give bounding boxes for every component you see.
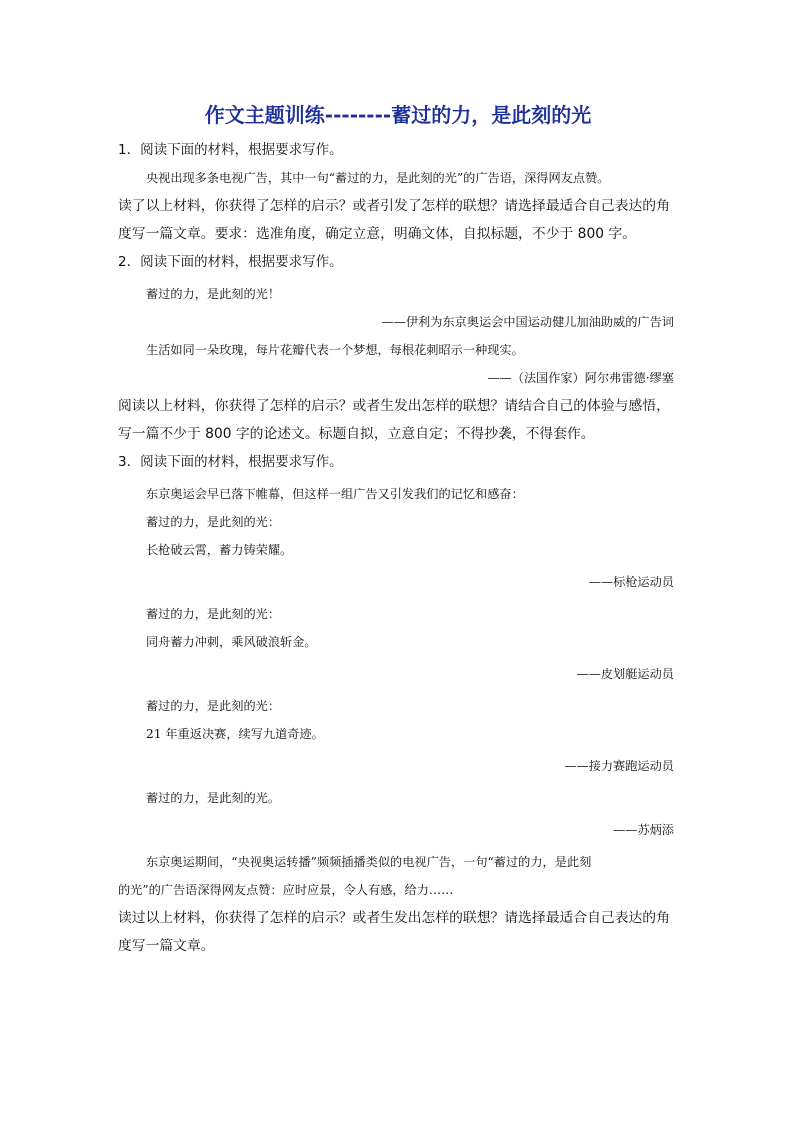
- question-2-source-1: ——伊利为东京奥运会中国运动健儿加油助威的广告词: [381, 315, 674, 329]
- question-3-ad-4-line-1: 蓄过的力，是此刻的光。: [146, 791, 281, 805]
- page-title: 作文主题训练--------蓄过的力，是此刻的光: [204, 103, 592, 127]
- question-2-source-2: ——（法国作家）阿尔弗雷德·缪塞: [487, 371, 674, 385]
- question-3-ad-1-line-1: 蓄过的力，是此刻的光：: [146, 515, 281, 529]
- question-2-quote-1: 蓄过的力，是此刻的光！: [146, 287, 281, 301]
- question-1-instruction-line-2: 度写一篇文章。要求：选准角度，确定立意，明确文体，自拟标题，不少于 800 字。: [118, 226, 636, 242]
- question-3-ad-3-line-1: 蓄过的力，是此刻的光：: [146, 699, 281, 713]
- question-1: [118, 136, 678, 248]
- question-3-instruction-line-1: 读过以上材料，你获得了怎样的启示？或者生发出怎样的联想？请选择最适合自己表达的角: [118, 910, 670, 926]
- document-page: [118, 100, 678, 960]
- question-3-summary-line-1: 东京奥运期间，“央视奥运转播”频频插播类似的电视广告，一句“蓄过的力，是此刻: [146, 855, 592, 869]
- question-3-intro: 东京奥运会早已落下帷幕，但这样一组广告又引发我们的记忆和感奋：: [146, 487, 524, 501]
- question-3-ad-3-source: ——接力赛跑运动员: [564, 759, 674, 773]
- question-3-ad-2-source: ——皮划艇运动员: [576, 667, 674, 681]
- question-3-ad-3-line-2: 21 年重返决赛，续写九道奇迹。: [146, 727, 324, 741]
- question-2-instruction-line-1: 阅读以上材料，你获得了怎样的启示？或者生发出怎样的联想？请结合自己的体验与感悟，: [118, 398, 670, 414]
- question-1-material: 央视出现多条电视广告，其中一句“蓄过的力，是此刻的光”的广告语，深得网友点赞。: [146, 171, 610, 185]
- question-2-instruction-line-2: 写一篇不少于 800 字的论述文。标题自拟，立意自定；不得抄袭，不得套作。: [118, 426, 595, 442]
- question-2-quote-2: 生活如同一朵玫瑰，每片花瓣代表一个梦想，每根花刺昭示一种现实。: [146, 343, 524, 357]
- question-3-ad-2-line-2: 同舟蓄力冲刺，乘风破浪斩金。: [146, 635, 317, 649]
- question-3-ad-4-source: ——苏炳添: [613, 823, 674, 837]
- question-3-summary-line-2: 的光”的广告语深得网友点赞：应时应景，令人有感，给力……: [118, 883, 454, 897]
- question-2: [118, 248, 678, 448]
- question-3-ad-1-line-2: 长枪破云霄，蓄力铸荣耀。: [146, 543, 293, 557]
- question-3-heading: 3．阅读下面的材料，根据要求写作。: [118, 454, 343, 470]
- question-3-ad-2-line-1: 蓄过的力，是此刻的光：: [146, 607, 281, 621]
- question-3: [118, 448, 678, 960]
- question-3-instruction-line-2: 度写一篇文章。: [118, 938, 215, 954]
- question-1-instruction-line-1: 读了以上材料，你获得了怎样的启示？或者引发了怎样的联想？请选择最适合自己表达的角: [118, 198, 670, 214]
- question-3-ad-1-source: ——标枪运动员: [588, 575, 674, 589]
- question-1-heading: 1．阅读下面的材料，根据要求写作。: [118, 142, 343, 158]
- question-2-heading: 2．阅读下面的材料，根据要求写作。: [118, 254, 343, 270]
